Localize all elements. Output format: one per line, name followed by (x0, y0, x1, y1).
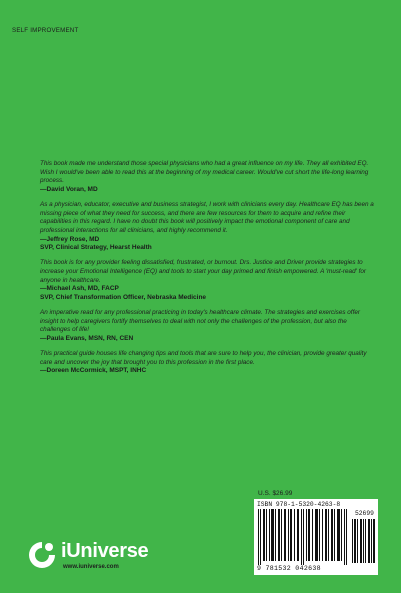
barcode (254, 499, 378, 575)
category-label: SELF IMPROVEMENT (12, 27, 79, 34)
addon-barcode-bars (352, 519, 376, 563)
iuniverse-logo-icon (27, 540, 57, 570)
review-author: —Michael Ash, MD, FACP (40, 285, 119, 293)
publisher-logo (27, 540, 177, 576)
review-author: —David Voran, MD (40, 185, 98, 193)
review-quote: This practical guide houses life changing tips and tools that are sure to help you, the clinician, provide greater quality care and uncover the joy that brought you to this profession in the first place. (40, 350, 367, 366)
review-list (40, 160, 376, 383)
review-item (40, 259, 376, 302)
review-role: SVP, Clinical Strategy, Hearst Health (40, 243, 152, 251)
ean-barcode-bars (257, 509, 349, 565)
review-item (40, 201, 376, 252)
review-item (40, 309, 376, 343)
isbn-text: ISBN 978-1-5320-4263-8 (257, 501, 341, 508)
review-author: —Jeffrey Rose, MD (40, 235, 100, 243)
review-quote: This book is for any provider feeling dissatisfied, frustrated, or burnout. Drs. Justice and Driver provide strategies to increase your Emotional Intelligence (EQ) and tools to start your day primed and finish empowered. A 'must-read' for anyone in healthcare. (40, 259, 366, 284)
review-item (40, 350, 376, 376)
review-author: —Paula Evans, MSN, RN, CEN (40, 334, 134, 342)
review-author: —Doreen McCormick, MSPT, INHC (40, 367, 147, 375)
review-item (40, 160, 376, 194)
publisher-name: iUniverse (61, 540, 149, 562)
ean-digits: 9 781532 042638 (257, 565, 321, 572)
review-quote: This book made me understand those special physicians who had a great influence on my life. They all exhibited EQ. Wish I would've been able to read this at the beginning of my medical career. Would've cut short the life-long learning process. (40, 160, 369, 185)
review-quote: An imperative read for any professional practicing in today's healthcare climate. The strategies and exercises offer insight to help caregivers fortify themselves to deal with not only the challenges of the profession, but also the challenges of life! (40, 308, 360, 334)
price-label: U.S. $26.99 (258, 490, 293, 497)
review-quote: As a physician, educator, executive and business strategist, I work with clinicians every day. Healthcare EQ has been a missing piece of what they need for success, and there are few resources for them to acquire and refine their capabilities in this regard. I have no doubt this book will positively impact the emotional component of care and professional interactions for all clinicians, and highly recommend it. (40, 201, 374, 234)
review-role: SVP, Chief Transformation Officer, Nebraska Medicine (40, 293, 207, 301)
addon-digits: 52699 (355, 510, 374, 517)
publisher-url: www.iuniverse.com (63, 564, 119, 570)
